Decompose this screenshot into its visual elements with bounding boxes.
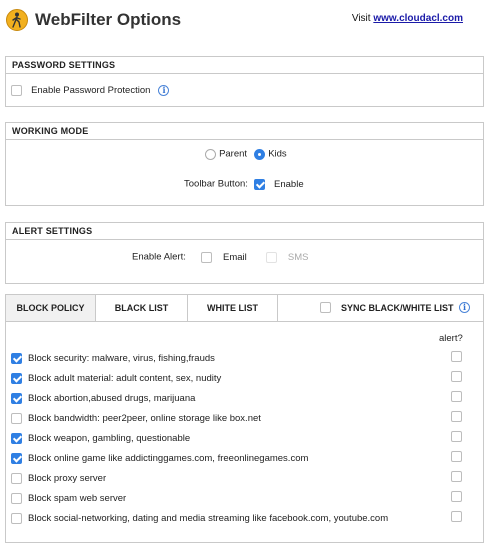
policy-row <box>11 433 451 447</box>
header <box>0 0 489 46</box>
parent-radio-label: Parent <box>219 148 248 160</box>
alert-row-checkbox[interactable] <box>451 491 462 502</box>
password-settings-panel <box>5 56 484 107</box>
info-icon[interactable]: i <box>459 302 470 313</box>
alert-row-checkbox[interactable] <box>451 511 462 522</box>
policy-row-label: Block spam web server <box>28 493 127 504</box>
alert-row-checkbox[interactable] <box>451 371 462 382</box>
alert-row-checkbox[interactable] <box>451 451 462 462</box>
policy-row-checkbox[interactable] <box>11 373 22 384</box>
block-policy-panel <box>5 294 484 543</box>
policy-row <box>11 453 451 467</box>
policy-row <box>11 413 451 427</box>
policy-row-label: Block proxy server <box>28 473 107 484</box>
visit-prefix: Visit <box>351 13 371 24</box>
working-mode-panel <box>5 122 484 206</box>
working-mode-heading: WORKING MODE <box>6 123 483 140</box>
page-title: WebFilter Options <box>35 10 182 29</box>
policy-row <box>11 373 451 387</box>
policy-tabs <box>6 295 483 322</box>
walking-figure-logo-icon <box>6 9 28 31</box>
tab-block-policy[interactable]: BLOCK POLICY <box>6 295 96 321</box>
password-protection-checkbox[interactable] <box>11 85 22 96</box>
info-icon[interactable]: i <box>158 85 169 96</box>
alert-row-checkbox[interactable] <box>451 431 462 442</box>
parent-radio[interactable] <box>205 149 216 160</box>
password-protection-label: Enable Password Protection <box>31 84 151 96</box>
cloudacl-link[interactable]: www.cloudacl.com <box>373 13 463 24</box>
policy-row-checkbox[interactable] <box>11 353 22 364</box>
kids-radio-label: Kids <box>268 148 287 160</box>
policy-row <box>11 493 451 507</box>
policy-row <box>11 393 451 407</box>
sms-alert-label: SMS <box>287 251 309 263</box>
kids-radio[interactable] <box>254 149 265 160</box>
sync-checkbox[interactable] <box>320 302 331 313</box>
tab-black-list[interactable]: BLACK LIST <box>96 295 188 321</box>
tab-white-list[interactable]: WHITE LIST <box>188 295 278 321</box>
policy-row-checkbox[interactable] <box>11 433 22 444</box>
policy-row-label: Block bandwidth: peer2peer, online storage like box.net <box>28 413 261 424</box>
alert-row-checkbox[interactable] <box>451 351 462 362</box>
sms-alert-checkbox[interactable] <box>266 252 277 263</box>
policy-row <box>11 473 451 487</box>
password-settings-heading: PASSWORD SETTINGS <box>6 57 483 74</box>
alert-row-checkbox[interactable] <box>451 471 462 482</box>
policy-row-label: Block social-networking, dating and media streaming like facebook.com, youtube.com <box>28 513 389 524</box>
toolbar-button-label: Toolbar Button: <box>184 178 248 190</box>
policy-row-checkbox[interactable] <box>11 413 22 424</box>
sync-black-white-list <box>278 295 483 321</box>
policy-row-label: Block adult material: adult content, sex, nudity <box>28 373 222 384</box>
toolbar-enable-label: Enable <box>274 178 304 190</box>
policy-row-checkbox[interactable] <box>11 493 22 504</box>
visit-link-area <box>352 13 463 24</box>
alert-settings-panel <box>5 222 484 284</box>
policy-row-label: Block online game like addictinggames.com, freeonlinegames.com <box>28 453 309 464</box>
policy-row-label: Block abortion,abused drugs, marijuana <box>28 393 196 404</box>
alert-settings-heading: ALERT SETTINGS <box>6 223 483 240</box>
email-alert-label: Email <box>223 251 247 263</box>
alert-row-checkbox[interactable] <box>451 411 462 422</box>
policy-row-label: Block weapon, gambling, questionable <box>28 433 191 444</box>
policy-row-checkbox[interactable] <box>11 393 22 404</box>
enable-alert-label: Enable Alert: <box>132 251 186 263</box>
policy-row-checkbox[interactable] <box>11 473 22 484</box>
alert-column-header: alert? <box>439 333 463 344</box>
policy-row-label: Block security: malware, virus, fishing,frauds <box>28 353 215 364</box>
policy-row <box>11 513 451 527</box>
policy-row-checkbox[interactable] <box>11 453 22 464</box>
sync-label: SYNC BLACK/WHITE LIST <box>341 303 454 313</box>
email-alert-checkbox[interactable] <box>201 252 212 263</box>
policy-row-checkbox[interactable] <box>11 513 22 524</box>
toolbar-enable-checkbox[interactable] <box>254 179 265 190</box>
policy-row <box>11 353 451 367</box>
alert-row-checkbox[interactable] <box>451 391 462 402</box>
